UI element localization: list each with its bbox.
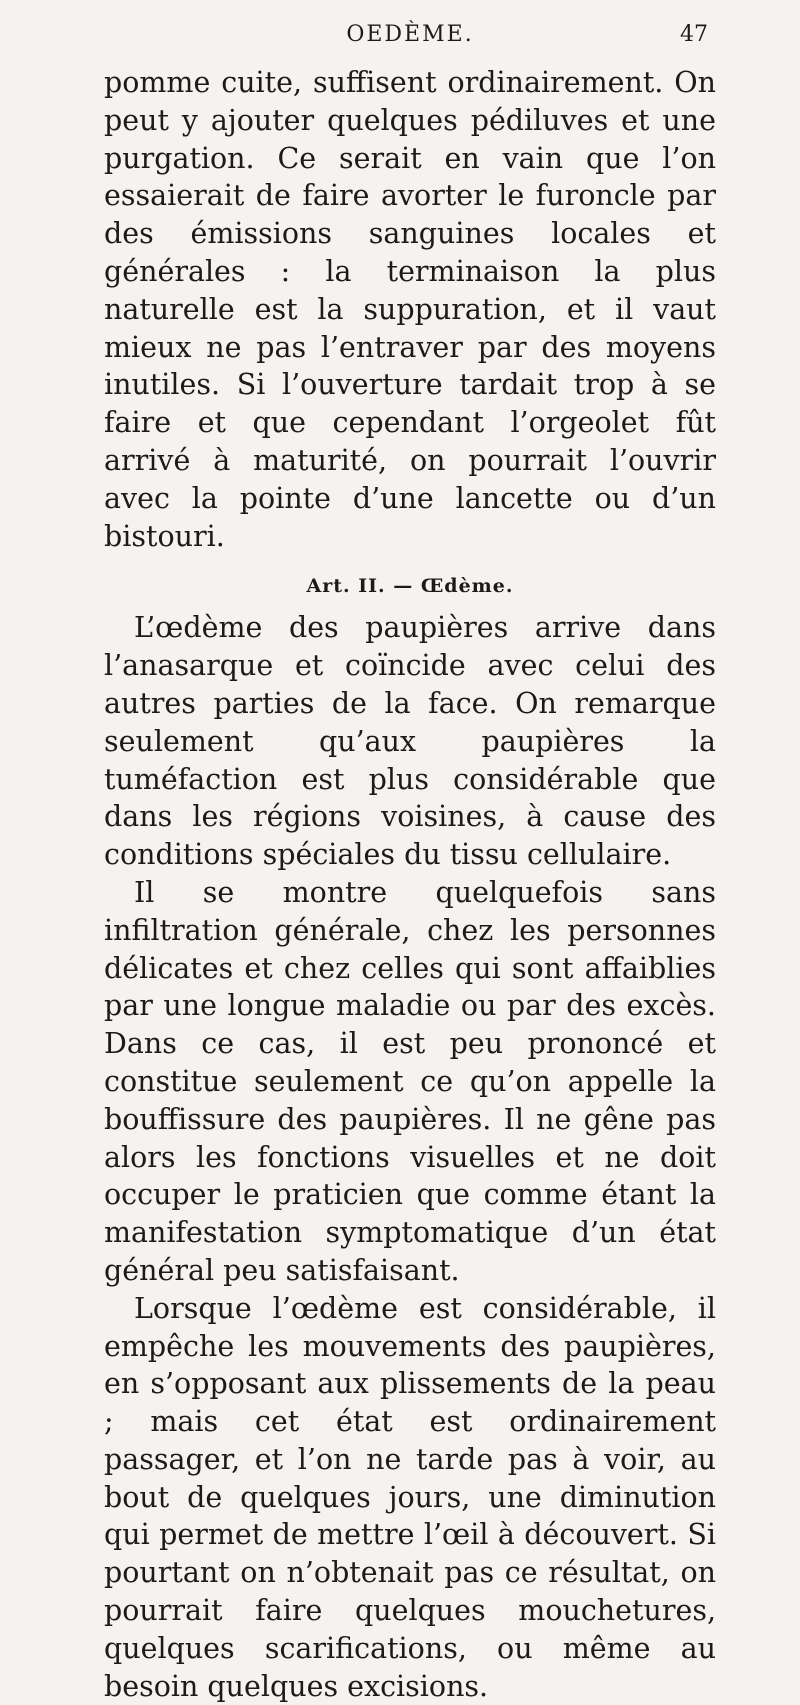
paragraph: Lorsque l’œdème est considérable, il empêche les mouvements des paupières, en s’opposant aux plissements de la peau ; mais cet état est ordinairement passager, et l’on ne tarde pas à voir, au bout de quelques jours, une diminution qui permet de mettre l’œil à découvert. Si pourtant on n’obtenait pas ce résultat, on pourrait faire quelques mouchetures, quelques scarifications, ou même au besoin quelques excisions. [104,1291,716,1703]
paragraph: Il se montre quelquefois sans infiltration générale, chez les personnes délicates et chez celles qui sont affaiblies par une longue maladie ou par des excès. Dans ce cas, il est peu prononcé et constitue seulement ce qu’on appelle la bouffissure des paupières. Il ne gêne pas alors les fonctions visuelles et ne doit occuper le praticien que comme étant la manifestation symptomatique d’un état général peu satisfaisant. [104,875,716,1287]
running-head [104,22,716,64]
section-heading: Art. II. — Œdème. [306,575,514,598]
running-title: OEDÈME. [346,22,474,47]
page-number: 47 [680,22,708,47]
paragraph: L’œdème des paupières arrive dans l’anasarque et coïncide avec celui des autres parties de la face. On remarque seulement qu’aux paupières la tuméfaction est plus considérable que dans les régions voisines, à cause des conditions spéciales du tissu cellulaire. [104,611,716,872]
paragraph-continued: pomme cuite, suffisent ordinairement. On peut y ajouter quelques pédiluves et une purgation. Ce serait en vain que l’on essaierait de faire avorter le furoncle par des émissions sanguines locales et générales : la terminaison la plus naturelle est la suppuration, et il vaut mieux ne pas l’entraver par des moyens inutiles. Si l’ouverture tardait trop à se faire et que cependant l’orgeolet fût arrivé à maturité, on pourrait l’ouvrir avec la pointe d’une lancette ou d’un bistouri. [104,66,716,553]
